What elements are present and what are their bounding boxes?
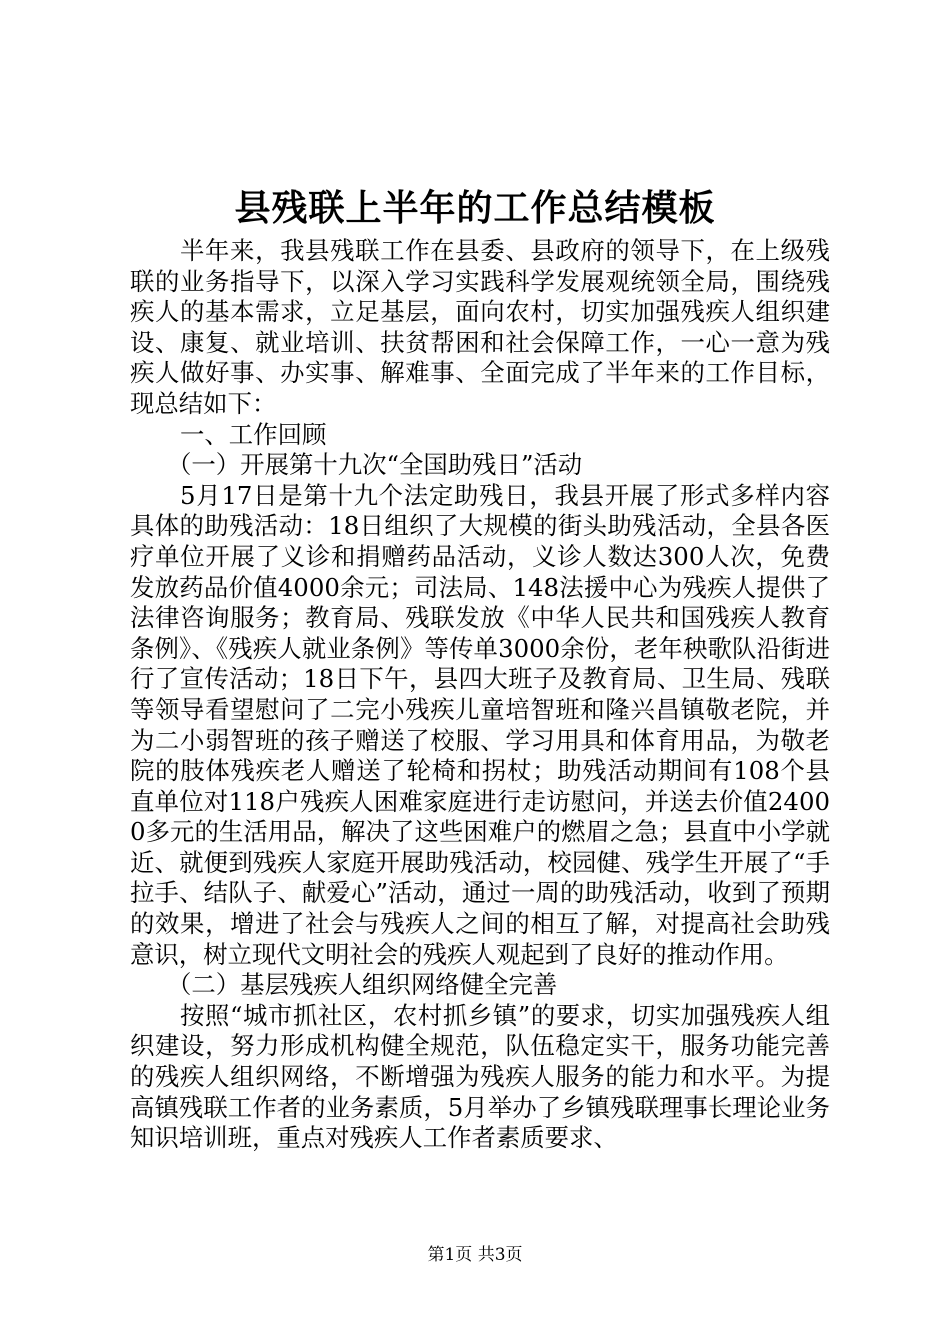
document-body (130, 236, 830, 1154)
document-title: 县残联上半年的工作总结模板 (234, 187, 716, 229)
subsection-heading-1: （一）开展第十九次“全国助残日”活动 (167, 450, 583, 480)
page-footer: 第1页 共3页 (427, 1245, 523, 1265)
body-paragraph-1: 5月17日是第十九个法定助残日，我县开展了形式多样内容具体的助残活动：18日组织了大规模的街头助残活动，全县各医疗单位开展了义诊和捐赠药品活动，义诊人数达300人次，免费发放药品价值4000余元；司法局、148法援中心为残疾人提供了法律咨询服务；教育局、残联发放《中华人民共和国残疾人教育条例》、《残疾人就业条例》等传单3000余份，老年秧歌队沿街进行了宣传活动；18日下午，县四大班子及教育局、卫生局、残联等领导看望慰问了二完小残疾儿童培智班和隆兴昌镇敬老院，并为二小弱智班的孩子赠送了校服、学习用具和体育用品，为敬老院的肢体残疾老人赠送了轮椅和拐杖；助残活动期间有108个县直单位对118户残疾人困难家庭进行走访慰问，并送去价值24000多元的生活用品，解决了这些困难户的燃眉之急；县直中小学就近、就便到残疾人家庭开展助残活动，校园健、残学生开展了“手拉手、结队子、献爱心”活动，通过一周的助残活动，收到了预期的效果，增进了社会与残疾人之间的相互了解，对提高社会助残意识，树立现代文明社会的残疾人观起到了良好的推动作用。 (130, 480, 830, 969)
body-paragraph-2: 按照“城市抓社区，农村抓乡镇”的要求，切实加强残疾人组织建设，努力形成机构健全规范，队伍稳定实干，服务功能完善的残疾人组织网络，不断增强为残疾人服务的能力和水平。为提高镇残联工作者的业务素质，5月举办了乡镇残联理事长理论业务知识培训班，重点对残疾人工作者素质要求、 (130, 1000, 830, 1153)
intro-paragraph: 半年来，我县残联工作在县委、县政府的领导下，在上级残联的业务指导下，以深入学习实践科学发展观统领全局，围绕残疾人的基本需求，立足基层，面向农村，切实加强残疾人组织建设、康复、就业培训、扶贫帮困和社会保障工作，一心一意为残疾人做好事、办实事、解难事、全面完成了半年来的工作目标，现总结如下： (130, 236, 830, 418)
subsection-heading-2: （二）基层残疾人组织网络健全完善 (167, 970, 558, 1000)
section-heading-review: 一、工作回顾 (180, 419, 327, 449)
